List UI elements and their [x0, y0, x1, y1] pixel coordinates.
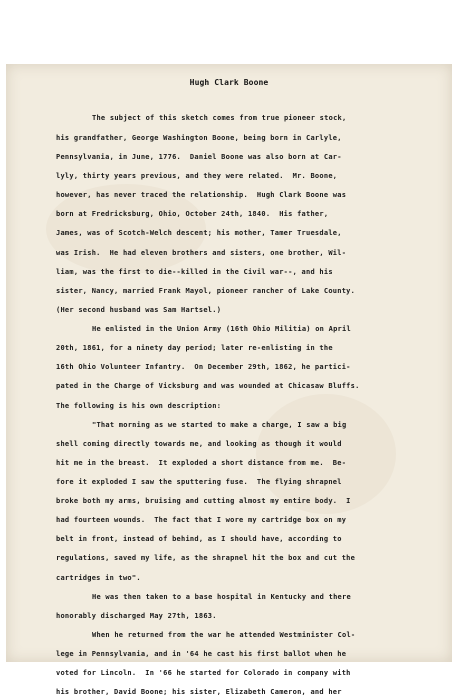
text-line: lege in Pennsylvania, and in '64 he cast his first ballot when he [56, 650, 347, 658]
paper-stain [256, 394, 396, 514]
text-line: cartridges in two". [56, 574, 141, 582]
text-line: He was then taken to a base hospital in Kentucky and there [92, 593, 351, 601]
text-line: broke both my arms, bruising and cutting almost my entire body. I [56, 497, 351, 505]
text-line: pated in the Charge of Vicksburg and was wounded at Chicasaw Bluffs. [56, 382, 360, 390]
text-line: however, has never traced the relationship. Hugh Clark Boone was [56, 191, 347, 199]
text-line: born at Fredricksburg, Ohio, October 24th, 1840. His father, [56, 210, 329, 218]
text-line: "That morning as we started to make a charge, I saw a big [92, 421, 347, 429]
text-line: regulations, saved my life, as the shrapnel hit the box and cut the [56, 554, 356, 562]
text-line: his brother, David Boone; his sister, Elizabeth Cameron, and her [56, 688, 342, 696]
text-line: lyly, thirty years previous, and they were related. Mr. Boone, [56, 172, 338, 180]
text-line: shell coming directly towards me, and looking as though it would [56, 440, 342, 448]
document-title: Hugh Clark Boone [189, 78, 269, 87]
text-line: 20th, 1861, for a ninety day period; later re-enlisting in the [56, 344, 333, 352]
text-line: When he returned from the war he attended Westminister Col- [92, 631, 356, 639]
text-line: fore it exploded I saw the sputtering fuse. The flying shrapnel [56, 478, 342, 486]
text-line: (Her second husband was Sam Hartsel.) [56, 306, 222, 314]
text-line: hit me in the breast. It exploded a short distance from me. Be- [56, 459, 347, 467]
text-line: had fourteen wounds. The fact that I wore my cartridge box on my [56, 516, 347, 524]
text-line: The subject of this sketch comes from true pioneer stock, [92, 114, 347, 122]
text-line: honorably discharged May 27th, 1863. [56, 612, 217, 620]
text-line: Pennsylvania, in June, 1776. Daniel Boone was also born at Car- [56, 153, 342, 161]
text-line: was Irish. He had eleven brothers and sisters, one brother, Wil- [56, 249, 347, 257]
text-line: 16th Ohio Volunteer Infantry. On December 29th, 1862, he partici- [56, 363, 351, 371]
document-page [6, 64, 452, 696]
text-line: voted for Lincoln. In '66 he started for Colorado in company with [56, 669, 351, 677]
text-line: liam, was the first to die--killed in the Civil war--, and his [56, 268, 333, 276]
text-line: belt in front, instead of behind, as I should have, according to [56, 535, 342, 543]
text-line: The following is his own description: [56, 402, 222, 410]
text-line: He enlisted in the Union Army (16th Ohio Militia) on April [92, 325, 351, 333]
text-line: his grandfather, George Washington Boone, being born in Carlyle, [56, 134, 342, 142]
text-line: James, was of Scotch-Welch descent; his mother, Tamer Truesdale, [56, 229, 342, 237]
text-line: sister, Nancy, married Frank Mayol, pioneer rancher of Lake County. [56, 287, 356, 295]
